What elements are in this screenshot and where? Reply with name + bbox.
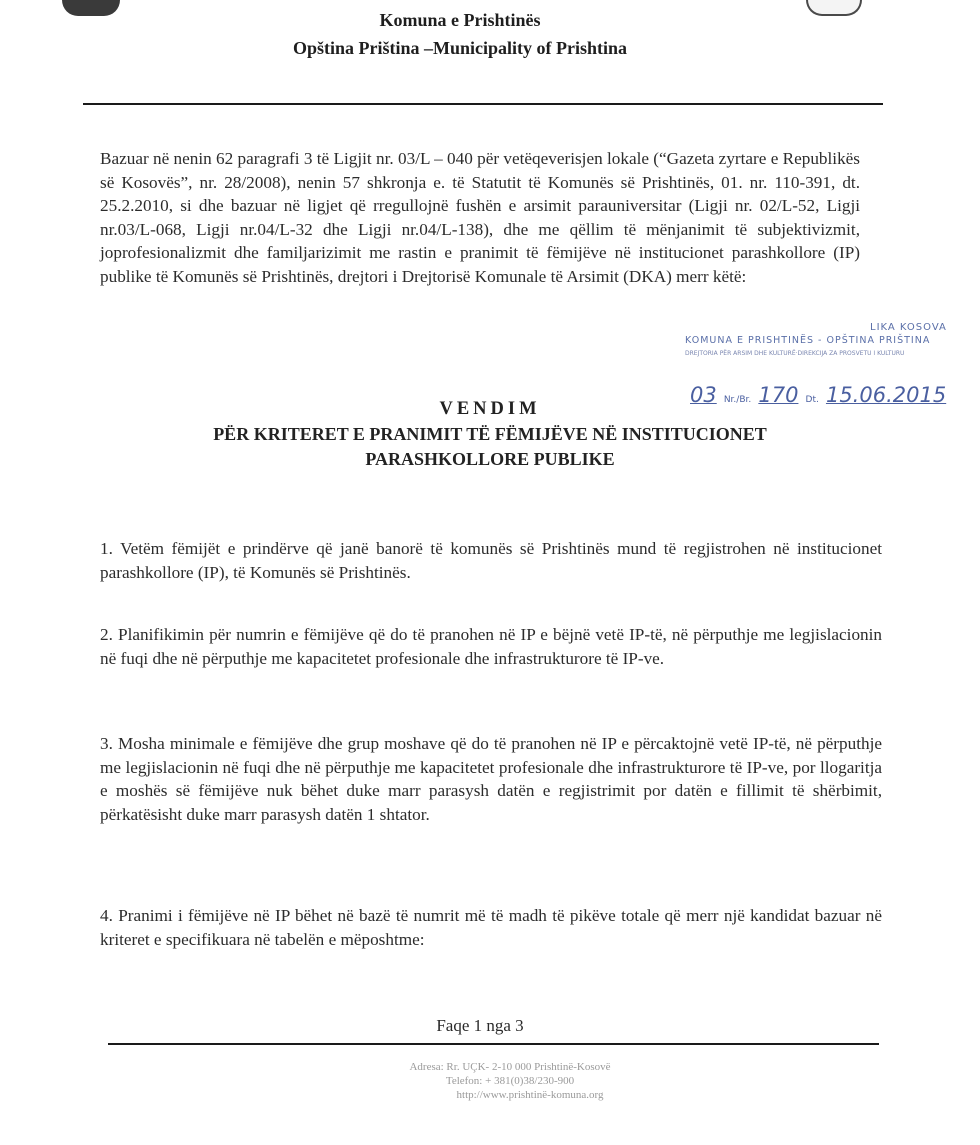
footer-address-website: http://www.prishtinë-komuna.org — [456, 1089, 604, 1101]
intro-paragraph: Bazuar në nenin 62 paragrafi 3 të Ligjit nr. 03/L – 040 për vetëqeverisjen lokale (“Gazeta zyrtare e Republikës së Kosovës”, nr. 28/2008), nenin 57 shkronja e. të Statutit të Komunës së Prishtinës, 01. nr. 110-391, dt. 25.2.2010, si dhe bazuar në ligjet që rregullojnë fushën e arsimit parauniversitar (Ligji nr. 02/L-52, Ligji nr.03/L-068, Ligji nr.04/L-32 dhe Ligji nr.04/L-138), dhe me qëllim të mënjanimit të subjektivizmit, joprofesionalizmit dhe familjarizimit me rastin e pranimit të fëmijëve në institucionet parashkollore (IP) publike të Komunës së Prishtinës, drejtori i Drejtorisë Komunale të Arsimit (DKA) merr këtë: — [100, 149, 860, 286]
stamp-ref-number: 170 — [758, 383, 799, 407]
stamp-number: 03 — [690, 383, 717, 407]
decision-title — [0, 396, 980, 472]
header-divider — [83, 103, 883, 105]
footer-address-street: Adresa: Rr. UÇK- 2-10 000 Prishtinë-Kosovë — [409, 1061, 611, 1073]
decision-title-line2: PARASHKOLLORE PUBLIKE — [365, 449, 615, 469]
decision-title-line1: PËR KRITERET E PRANIMIT TË FËMIJËVE NË INSTITUCIONET — [213, 424, 767, 444]
stamp-directorate-text: DREJTORIA PËR ARSIM DHE KULTURË·DIREKCIJA ZA PROSVETU I KULTURU — [685, 350, 905, 357]
paragraph-4: 4. Pranimi i fëmijëve në IP bëhet në bazë të numrit më të madh të pikëve totale që merr një kandidat bazuar në kriteret e specifikuara në tabelën e mëposhtme: — [100, 906, 882, 949]
stamp-municipality-text: KOMUNA E PRISHTINËS - OPŠTINA PRIŠTINA — [685, 335, 931, 346]
footer-address — [300, 1060, 720, 1102]
page-number: Faqe 1 nga 3 — [436, 1016, 524, 1035]
footer-divider — [108, 1043, 879, 1045]
stamp-date: 15.06.2015 — [825, 383, 947, 407]
header-municipality-subtitle: Opština Priština –Municipality of Prishtina — [292, 38, 628, 58]
stamp-date-label: Dt. — [805, 395, 819, 405]
stamp-nr-label: Nr./Br. — [723, 395, 752, 405]
decision-title-main: VENDIM — [439, 399, 541, 419]
stamp-republic-text: LIKA KOSOVA — [870, 322, 947, 333]
document-header — [0, 6, 920, 62]
paragraph-2: 2. Planifikimin për numrin e fëmijëve që do të pranohen në IP e bëjnë vetë IP-të, në përputhje me legjislacionin në fuqi dhe në përputhje me kapacitetet profesionale dhe infrastrukturore të IP-ve. — [100, 625, 882, 668]
footer-address-phone: Telefon: + 381(0)38/230-900 — [445, 1075, 575, 1087]
paragraph-1: 1. Vetëm fëmijët e prindërve që janë banorë të komunës së Prishtinës mund të regjistrohen në institucionet parashkollore (IP), të Komunës së Prishtinës. — [100, 539, 882, 582]
header-municipality-name: Komuna e Prishtinës — [379, 10, 541, 30]
paragraph-3: 3. Mosha minimale e fëmijëve dhe grup moshave që do të pranohen në IP e përcaktojnë vetë IP-të, në përputhje me legjislacionin në fuqi dhe në përputhje me kapacitetet profesionale dhe infrastrukturore të IP-ve, por llogaritja e moshës së fëmijëve nuk bëhet duke marr parasysh datën e regjistrimit por datën e fillimit të shërbimit, përkatësisht duke marr parasysh datën 1 shtator. — [100, 734, 882, 824]
